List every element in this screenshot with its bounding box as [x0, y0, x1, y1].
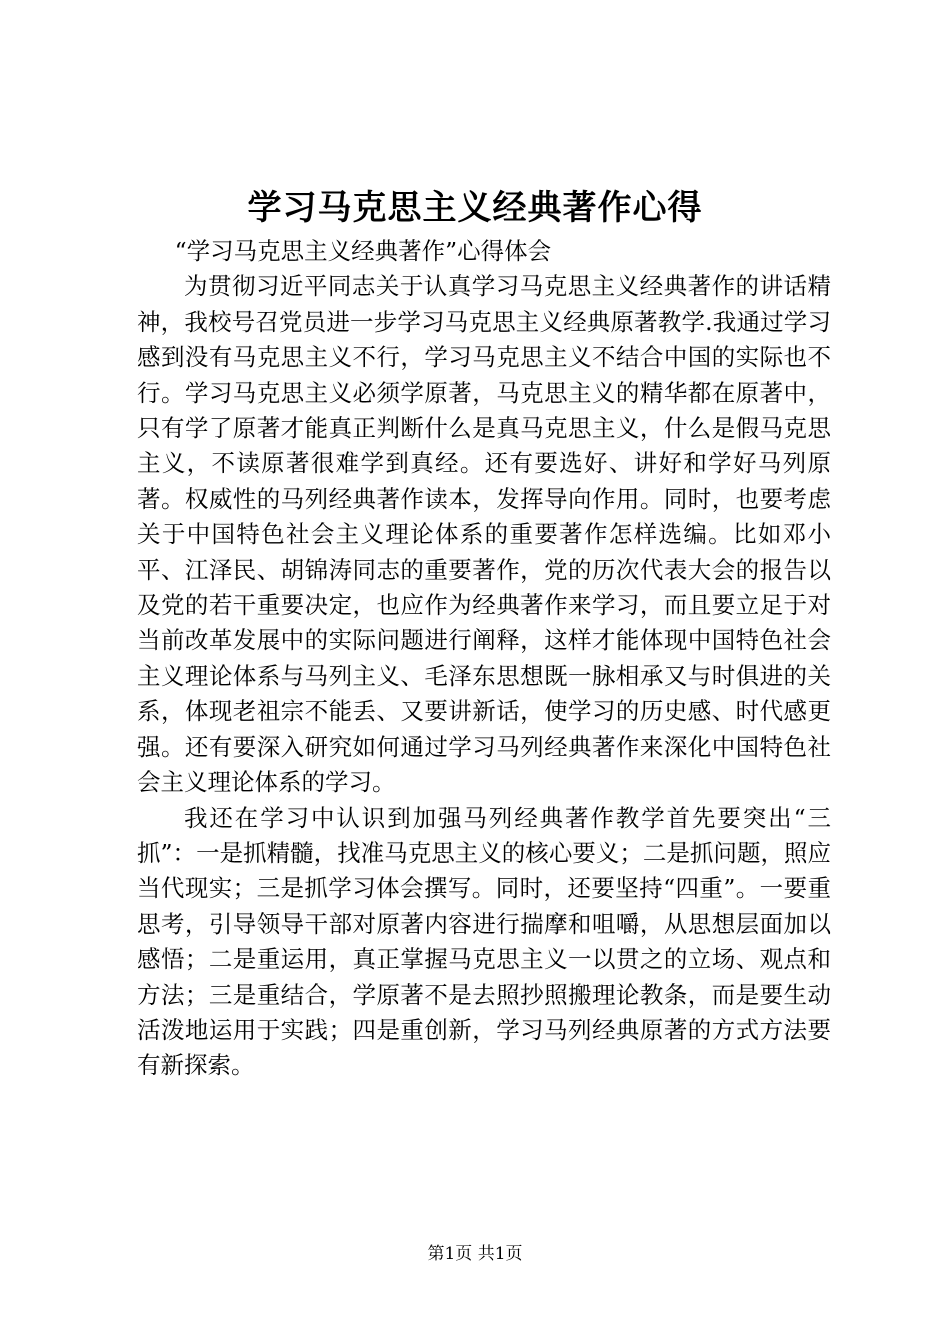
- document-body: [137, 234, 831, 1084]
- page-number-footer: 第1页 共1页: [427, 1244, 523, 1264]
- document-subtitle: “学习马克思主义经典著作”心得体会: [174, 237, 552, 265]
- document-title: 学习马克思主义经典著作心得: [247, 188, 703, 228]
- body-paragraph-2: 我还在学习中认识到加强马列经典著作教学首先要突出“三抓”：一是抓精髓，找准马克思主义的核心要义；二是抓问题，照应当代现实；三是抓学习体会撰写。同时，还要坚持“四重”。一要重思考，引导领导干部对原著内容进行揣摩和咀嚼，从思想层面加以感悟；二是重运用，真正掌握马克思主义一以贯之的立场、观点和方法；三是重结合，学原著不是去照抄照搬理论教条，而是要生动活泼地运用于实践；四是重创新，学习马列经典原著的方式方法要有新探索。: [137, 803, 831, 1080]
- body-paragraph-1: 为贯彻习近平同志关于认真学习马克思主义经典著作的讲话精神，我校号召党员进一步学习马克思主义经典原著教学.我通过学习感到没有马克思主义不行，学习马克思主义不结合中国的实际也不行。学习马克思主义必须学原著，马克思主义的精华都在原著中，只有学了原著才能真正判断什么是真马克思主义，什么是假马克思主义，不读原著很难学到真经。还有要选好、讲好和学好马列原著。权威性的马列经典著作读本，发挥导向作用。同时，也要考虑关于中国特色社会主义理论体系的重要著作怎样选编。比如邓小平、江泽民、胡锦涛同志的重要著作，党的历次代表大会的报告以及党的若干重要决定，也应作为经典著作来学习，而且要立足于对当前改革发展中的实际问题进行阐释，这样才能体现中国特色社会主义理论体系与马列主义、毛泽东思想既一脉相承又与时俱进的关系，体现老祖宗不能丢、又要讲新话，使学习的历史感、时代感更强。还有要深入研究如何通过学习马列经典著作来深化中国特色社会主义理论体系的学习。: [137, 272, 831, 797]
